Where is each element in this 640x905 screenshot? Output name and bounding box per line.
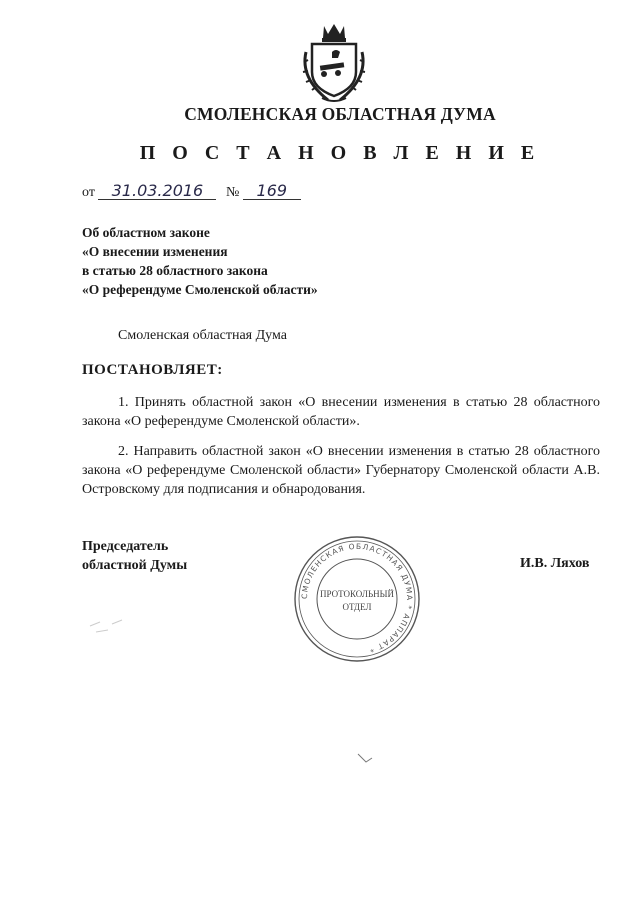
resolution-paragraph-2: 2. Направить областной закон «О внесении изменения в статью 28 областного закона «О референдуме Смоленской области» Губернатору Смоленской области А.В. Островскому для подписания и обнародования. [82,444,600,497]
stamp-ring-text: СМОЛЕНСКАЯ ОБЛАСТНАЯ ДУМА * АППАРАТ * [299,541,415,655]
document-date: 31.03.2016 [98,183,216,200]
stamp-center-line: ПРОТОКОЛЬНЫЙ [320,589,394,599]
document-type-title: П О С Т А Н О В Л Е Н И Е [139,142,541,164]
subject-line: в статью 28 областного закона [82,263,268,278]
signatory-title [82,537,187,575]
date-label: от [82,185,95,200]
number-label: № [225,185,240,200]
document-number: 169 [243,183,301,200]
document-subject [82,223,318,299]
resolution-paragraph-1: 1. Принять областной закон «О внесении изменения в статью 28 областного закона «О референдуме Смоленской области». [82,395,600,429]
faint-mark [88,612,128,642]
subject-line: Об областном законе [82,225,210,240]
small-mark [356,752,376,764]
subject-line: «О внесении изменения [82,244,228,259]
intro-text: Смоленская областная Дума [118,328,287,343]
official-stamp [291,533,423,665]
smolensk-coat-of-arms-icon [298,22,370,104]
organization-title: СМОЛЕНСКАЯ ОБЛАСТНАЯ ДУМА [184,104,496,124]
resolves-heading: ПОСТАНОВЛЯЕТ: [82,362,223,378]
stamp-center-line: ОТДЕЛ [342,602,372,612]
signatory-title-line: областной Думы [82,558,188,573]
signatory-title-line: Председатель [82,539,169,554]
date-number-line [82,183,301,201]
subject-line: «О референдуме Смоленской области» [82,282,318,297]
signatory-name: И.В. Ляхов [520,556,590,571]
